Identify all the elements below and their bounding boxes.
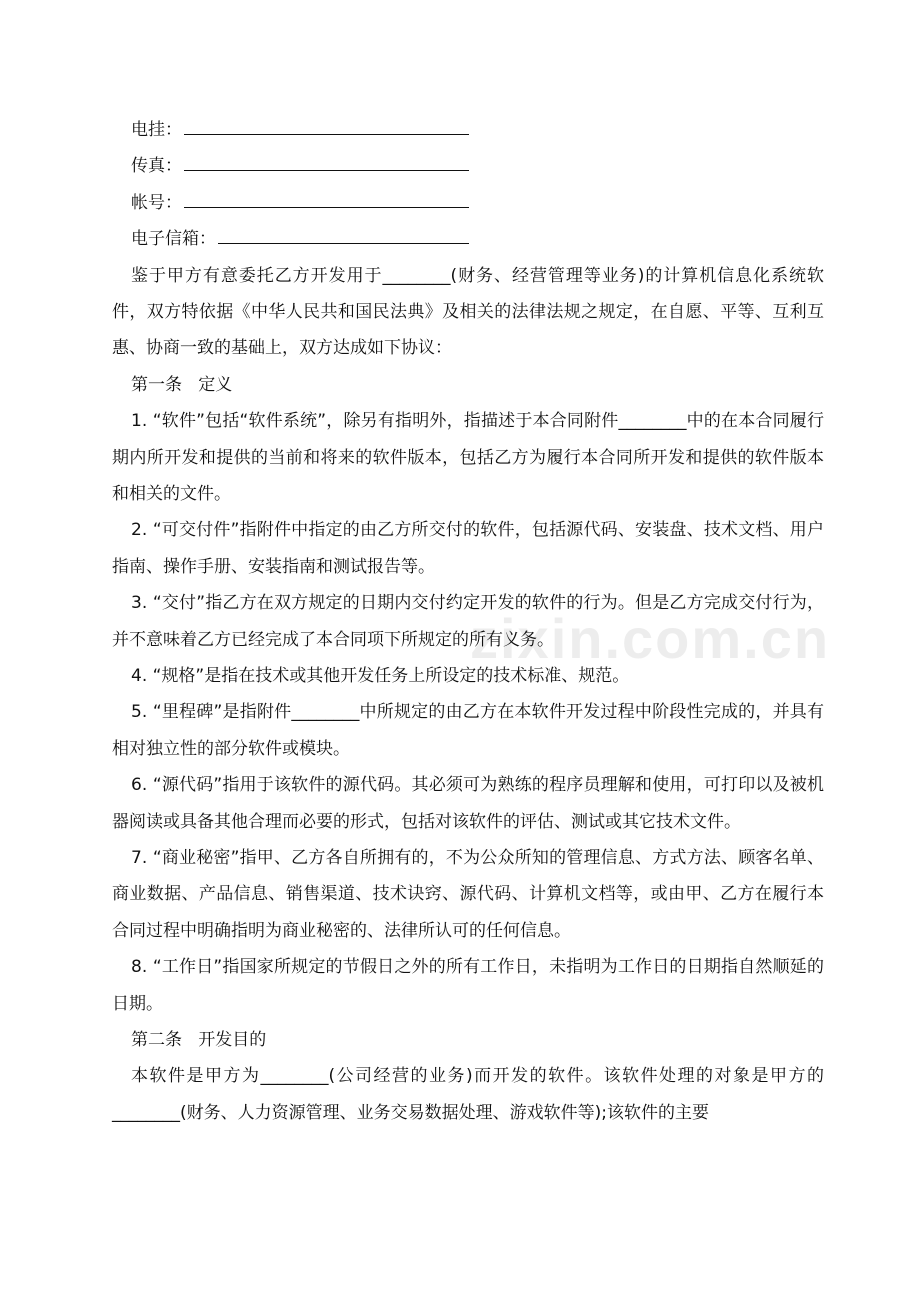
definition-item-6: 6. “源代码”指用于该软件的源代码。其必须可为熟练的程序员理解和使用，可打印以及被机器阅读或具备其他合理而必要的形式，包括对该软件的评估、测试或其它技术文件。 xyxy=(112,775,824,832)
fill-blank xyxy=(184,170,469,171)
field-label: 传真： xyxy=(131,156,182,177)
definition-item-4: 4. “规格”是指在技术或其他开发任务上所设定的技术标准、规范。 xyxy=(131,666,630,687)
preamble-paragraph: 鉴于甲方有意委托乙方开发用于________(财务、经营管理等业务)的计算机信息化系统软件，双方特依据《中华人民共和国民法典》及相关的法律法规之规定，在自愿、平等、互利互惠、协商一致的基础上，双方达成如下协议： xyxy=(112,265,824,359)
watermark: zixin.com.cn xyxy=(470,607,831,670)
fill-blank xyxy=(184,134,469,135)
fill-blank xyxy=(184,207,469,208)
contact-line-telegraph xyxy=(112,112,824,148)
field-label: 电挂： xyxy=(131,120,182,140)
contract-body xyxy=(112,112,824,1131)
article-2-heading: 第二条 开发目的 xyxy=(131,1030,267,1051)
contact-line-email xyxy=(112,221,824,257)
definition-item-8: 8. “工作日”指国家所规定的节假日之外的所有工作日，未指明为工作日的日期指自然顺延的日期。 xyxy=(112,957,824,1014)
field-label: 电子信箱： xyxy=(131,229,216,250)
definition-item-3: 3. “交付”指乙方在双方规定的日期内交付约定开发的软件的行为。但是乙方完成交付行为，并不意味着乙方已经完成了本合同项下所规定的所有义务。 xyxy=(112,593,824,650)
contact-line-account xyxy=(112,185,824,221)
field-label: 帐号： xyxy=(131,192,182,213)
definition-item-2: 2. “可交付件”指附件中指定的由乙方所交付的软件，包括源代码、安装盘、技术文档、用户指南、操作手册、安装指南和测试报告等。 xyxy=(112,520,824,577)
definition-item-1: 1. “软件”包括“软件系统”，除另有指明外，指描述于本合同附件________中的在本合同履行期内所开发和提供的当前和将来的软件版本，包括乙方为履行本合同所开发和提供的软件版本和相关的文件。 xyxy=(112,411,824,504)
article-1-heading: 第一条 定义 xyxy=(131,374,233,395)
article-2-body: 本软件是甲方为________(公司经营的业务)而开发的软件。该软件处理的对象是甲方的________(财务、人力资源管理、业务交易数据处理、游戏软件等);该软件的主要 xyxy=(112,1066,824,1123)
contact-line-fax xyxy=(112,148,824,184)
definition-item-5: 5. “里程碑”是指附件________中所规定的由乙方在本软件开发过程中阶段性完成的，并具有相对独立性的部分软件或模块。 xyxy=(112,702,824,759)
definition-item-7: 7. “商业秘密”指甲、乙方各自所拥有的，不为公众所知的管理信息、方式方法、顾客名单、商业数据、产品信息、销售渠道、技术诀窍、源代码、计算机文档等，或由甲、乙方在履行本合同过程中明确指明为商业秘密的、法律所认可的任何信息。 xyxy=(112,848,824,941)
fill-blank xyxy=(218,243,469,244)
